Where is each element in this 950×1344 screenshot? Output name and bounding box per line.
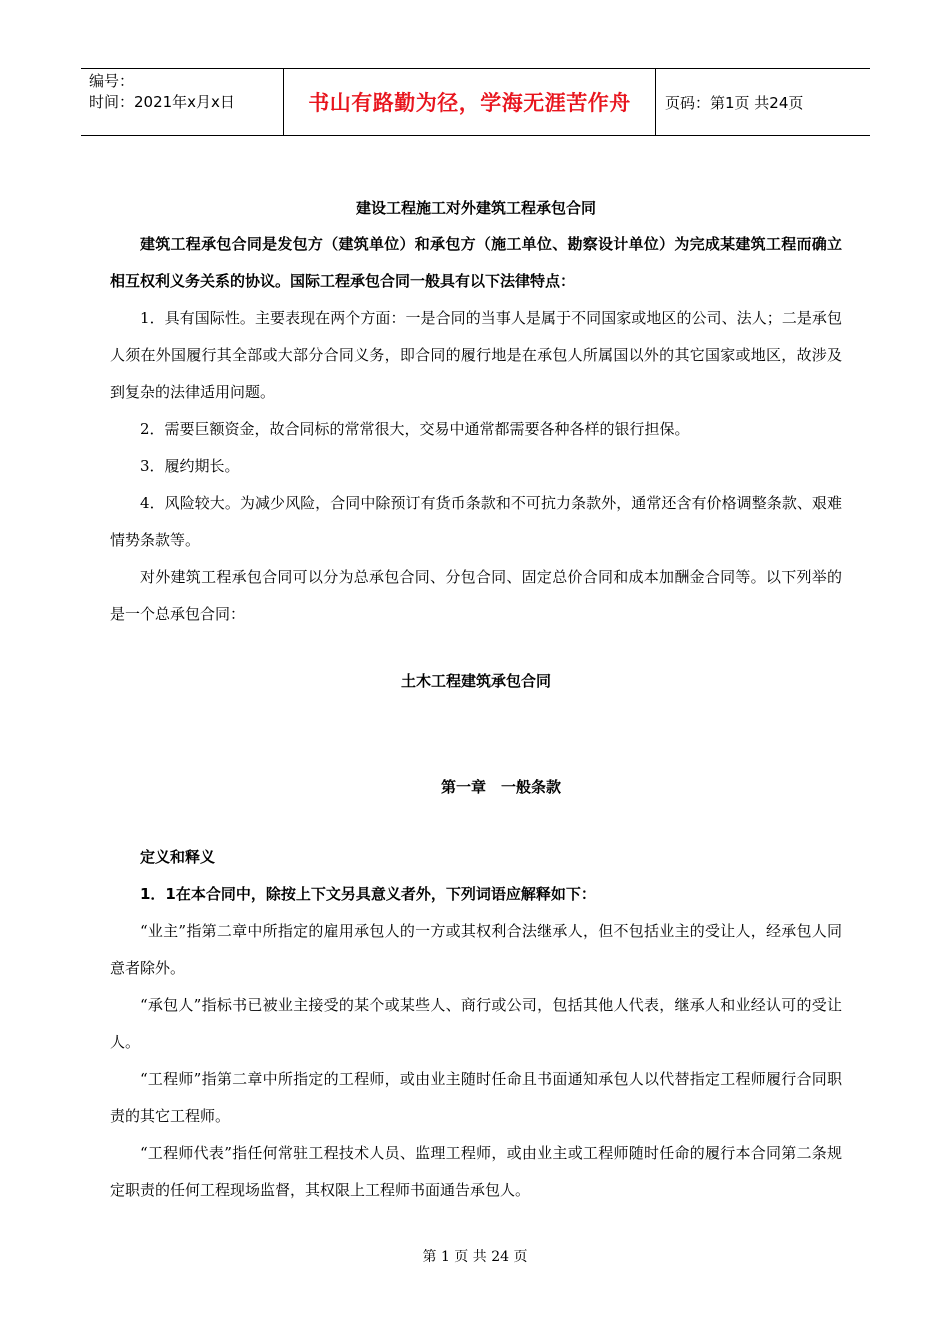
point-1: 1．具有国际性。主要表现在两个方面：一是合同的当事人是属于不同国家或地区的公司、法人；二是承包人须在外国履行其全部或大部分合同义务，即合同的履行地是在承包人所属国以外的其它国家或地区，故涉及到复杂的法律适用问题。 bbox=[110, 309, 842, 401]
point-2: 2．需要巨额资金，故合同标的常常很大，交易中通常都需要各种各样的银行担保。 bbox=[140, 420, 690, 438]
classification-paragraph: 对外建筑工程承包合同可以分为总承包合同、分包合同、固定总价合同和成本加酬金合同等。以下列举的是一个总承包合同： bbox=[110, 568, 842, 623]
intro-paragraph: 建筑工程承包合同是发包方（建筑单位）和承包方（施工单位、勘察设计单位）为完成某建筑工程而确立相互权利义务关系的协议。国际工程承包合同一般具有以下法律特点： bbox=[110, 235, 842, 290]
header-page-info: 页码：第1页 共24页 bbox=[665, 93, 804, 112]
document-date-label: 时间：2021年x月x日 bbox=[89, 93, 235, 111]
definition-owner: “业主”指第二章中所指定的雇用承包人的一方或其权利合法继承人，但不包括业主的受让人，经承包人同意者除外。 bbox=[110, 922, 842, 977]
clause-1-1: 1．1在本合同中，除按上下文另具意义者外，下列词语应解释如下： bbox=[140, 885, 596, 903]
header-motto: 书山有路勤为径，学海无涯苦作舟 bbox=[283, 69, 656, 135]
definition-engineer: “工程师”指第二章中所指定的工程师，或由业主随时任命且书面通知承包人以代替指定工程师履行合同职责的其它工程师。 bbox=[110, 1070, 842, 1125]
page-footer: 第 1 页 共 24 页 bbox=[422, 1249, 528, 1265]
header-table bbox=[81, 68, 870, 136]
definition-engineer-representative: “工程师代表”指任何常驻工程技术人员、监理工程师，或由业主或工程师随时任命的履行本合同第二条规定职责的任何工程现场监督，其权限上工程师书面通告承包人。 bbox=[110, 1144, 842, 1199]
point-4: 4．风险较大。为减少风险，合同中除预订有货币条款和不可抗力条款外，通常还含有价格调整条款、艰难情势条款等。 bbox=[110, 494, 842, 549]
document-body bbox=[110, 190, 842, 1209]
section-title: 定义和释义 bbox=[140, 848, 216, 866]
document-title: 建设工程施工对外建筑工程承包合同 bbox=[355, 199, 596, 217]
point-3: 3．履约期长。 bbox=[140, 457, 240, 475]
header-meta-cell bbox=[81, 69, 283, 135]
document-number-label: 编号： bbox=[89, 72, 135, 90]
definition-contractor: “承包人”指标书已被业主接受的某个或某些人、商行或公司，包括其他人代表，继承人和业经认可的受让人。 bbox=[110, 996, 842, 1051]
contract-title: 土木工程建筑承包合同 bbox=[400, 672, 551, 690]
chapter-title: 第一章 一般条款 bbox=[440, 778, 561, 796]
